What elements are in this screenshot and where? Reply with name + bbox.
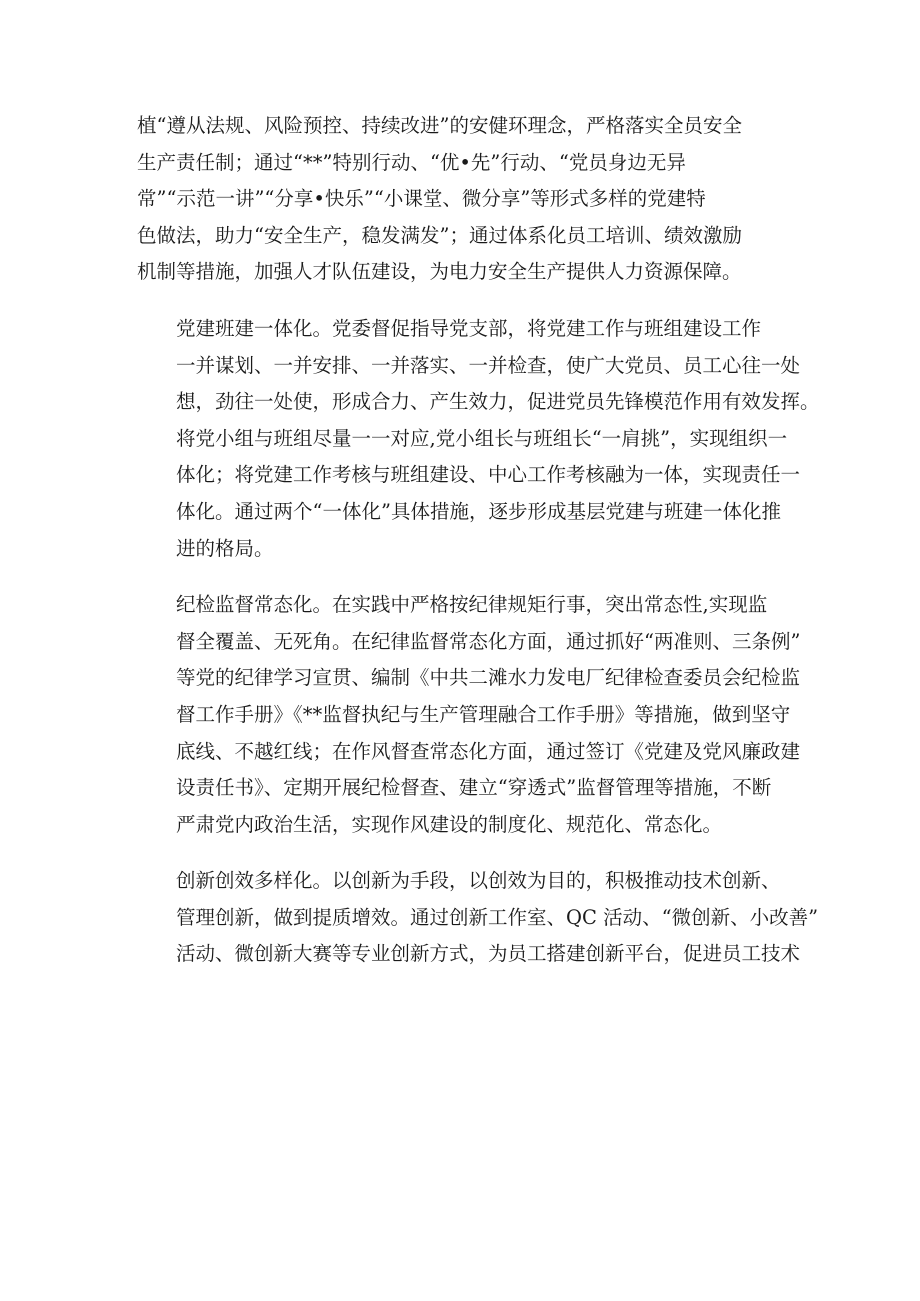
text-line: 底线、不越红线；在作风督查常态化方面，通过签订《党建及党风廉政建 — [176, 739, 801, 763]
text-line: 等党的纪律学习宣贯、编制《中共二滩水力发电厂纪律检查委员会纪检监 — [176, 666, 801, 690]
text-line: 体化；将党建工作考核与班组建设、中心工作考核融为一体，实现责任一 — [176, 463, 801, 487]
paragraph-party-team-integration — [137, 311, 820, 567]
text-line: 机制等措施，加强人才队伍建设，为电力安全生产提供人力资源保障。 — [137, 260, 742, 284]
text-line: 进的格局。 — [176, 536, 274, 560]
text-line: 植“遵从法规、风险预控、持续改进”的安健环理念，严格落实全员安全 — [137, 114, 742, 137]
text-line: 党建班建一体化。党委督促指导党支部，将党建工作与班组建设工作 — [176, 316, 762, 340]
text-line: 督全覆盖、无死角。在纪律监督常态化方面，通过抓好“两准则、三条例” — [176, 629, 801, 653]
text-line: 生产责任制；通过“**”特别行动、“优•先”行动、“党员身边无异 — [137, 150, 686, 174]
text-line: 严肃党内政治生活，实现作风建设的制度化、规范化、常态化。 — [176, 812, 723, 836]
paragraph-safety-culture — [137, 108, 787, 291]
text-line: 想，劲往一处使，形成合力、产生效力，促进党员先锋模范作用有效发挥。 — [176, 390, 820, 414]
text-line: 一并谋划、一并安排、一并落实、一并检查，使广大党员、员工心往一处 — [176, 353, 801, 377]
text-line: 设责任书》、定期开展纪检督查、建立“穿透式”监督管理等措施，不断 — [176, 776, 772, 800]
text-line: 常”“示范一讲”“分享•快乐”“小课堂、微分享”等形式多样的党建特 — [137, 187, 706, 211]
paragraph-discipline-supervision — [137, 587, 801, 843]
text-line: 督工作手册》《**监督执纪与生产管理融合工作手册》等措施，做到坚守 — [176, 702, 791, 726]
text-line: 体化。通过两个“一体化”具体措施，逐步形成基层党建与班建一体化推 — [176, 499, 781, 523]
text-line: 将党小组与班组尽量一一对应,党小组长与班组长“一肩挑”，实现组织一 — [176, 426, 788, 450]
text-line: 纪检监督常态化。在实践中严格按纪律规矩行事，突出常态性,实现监 — [176, 593, 768, 617]
text-line: 创新创效多样化。以创新为手段，以创效为目的，积极推动技术创新、 — [176, 869, 781, 893]
text-line: 活动、微创新大赛等专业创新方式，为员工搭建创新平台，促进员工技术 — [176, 942, 801, 966]
paragraph-innovation — [137, 863, 819, 973]
text-line: 管理创新，做到提质增效。通过创新工作室、QC 活动、“微创新、小改善” — [176, 905, 819, 929]
text-line: 色做法，助力“安全生产，稳发满发”；通过体系化员工培训、绩效激励 — [137, 223, 742, 247]
document-body — [137, 108, 820, 993]
